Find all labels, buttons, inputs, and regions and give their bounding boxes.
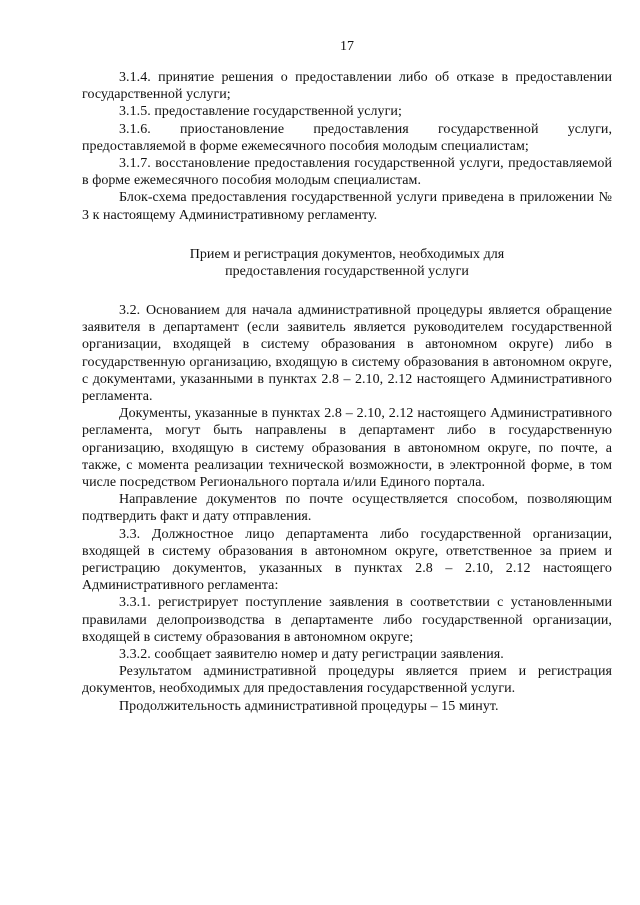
paragraph-3-3-1: 3.3.1. регистрирует поступление заявления в соответствии с установленными правилами делопроизводства в департаменте либо государственной организации, входящей в систему образования в автономном округе; bbox=[82, 595, 612, 645]
paragraph-3-1-4: 3.1.4. принятие решения о предоставлении либо об отказе в предоставлении государственной услуги; bbox=[82, 70, 612, 103]
section-heading-line-1: Прием и регистрация документов, необходимых для bbox=[189, 246, 505, 262]
paragraph-3-3: 3.3. Должностное лицо департамента либо государственной организации, входящей в систему образования в автономном округе, ответственное за прием и регистрацию документов, указанных в пунктах 2.8 – 2.10, 2.12 настоящего Административного регламента: bbox=[82, 526, 612, 594]
paragraph-documents: Документы, указанные в пунктах 2.8 – 2.10, 2.12 настоящего Административного регламента, могут быть направлены в департамент либо в государственную организацию, входящую в систему образования в автономном округе, по почте, а также, с момента реализации технической возможности, в электронной форме, в том числе посредством Регионального портала и/или Единого портала. bbox=[82, 406, 612, 491]
paragraph-result: Результатом административной процедуры является прием и регистрация документов, необходимых для предоставления государственной услуги. bbox=[82, 664, 612, 697]
paragraph-block-scheme: Блок-схема предоставления государственной услуги приведена в приложении № 3 к настоящему Административному регламенту. bbox=[82, 190, 612, 223]
paragraph-mail: Направление документов по почте осуществляется способом, позволяющим подтвердить факт и дату отправления. bbox=[82, 492, 612, 525]
paragraph-3-1-6: 3.1.6. приостановление предоставления государственной услуги, предоставляемой в форме ежемесячного пособия молодым специалистам; bbox=[82, 121, 612, 154]
paragraph-3-2: 3.2. Основанием для начала административной процедуры является обращение заявителя в департамент (если заявитель является руководителем государственной организации, входящей в систему образования в автономном округе) либо в государственную организацию, входящую в систему образования в автономном округе, с документами, указанными в пунктах 2.8 – 2.10, 2.12 настоящего Административного регламента. bbox=[82, 303, 612, 405]
section-heading-line-2: предоставления государственной услуги bbox=[225, 264, 469, 280]
paragraph-3-3-2: 3.3.2. сообщает заявителю номер и дату регистрации заявления. bbox=[119, 647, 504, 663]
paragraph-3-1-7: 3.1.7. восстановление предоставления государственной услуги, предоставляемой в форме ежемесячного пособия молодым специалистам. bbox=[82, 156, 612, 189]
paragraph-3-1-5: 3.1.5. предоставление государственной услуги; bbox=[119, 104, 402, 120]
document-page bbox=[82, 38, 612, 715]
paragraph-duration: Продолжительность административной процедуры – 15 минут. bbox=[119, 698, 499, 714]
section-heading bbox=[82, 246, 612, 281]
page-number: 17 bbox=[340, 39, 354, 54]
